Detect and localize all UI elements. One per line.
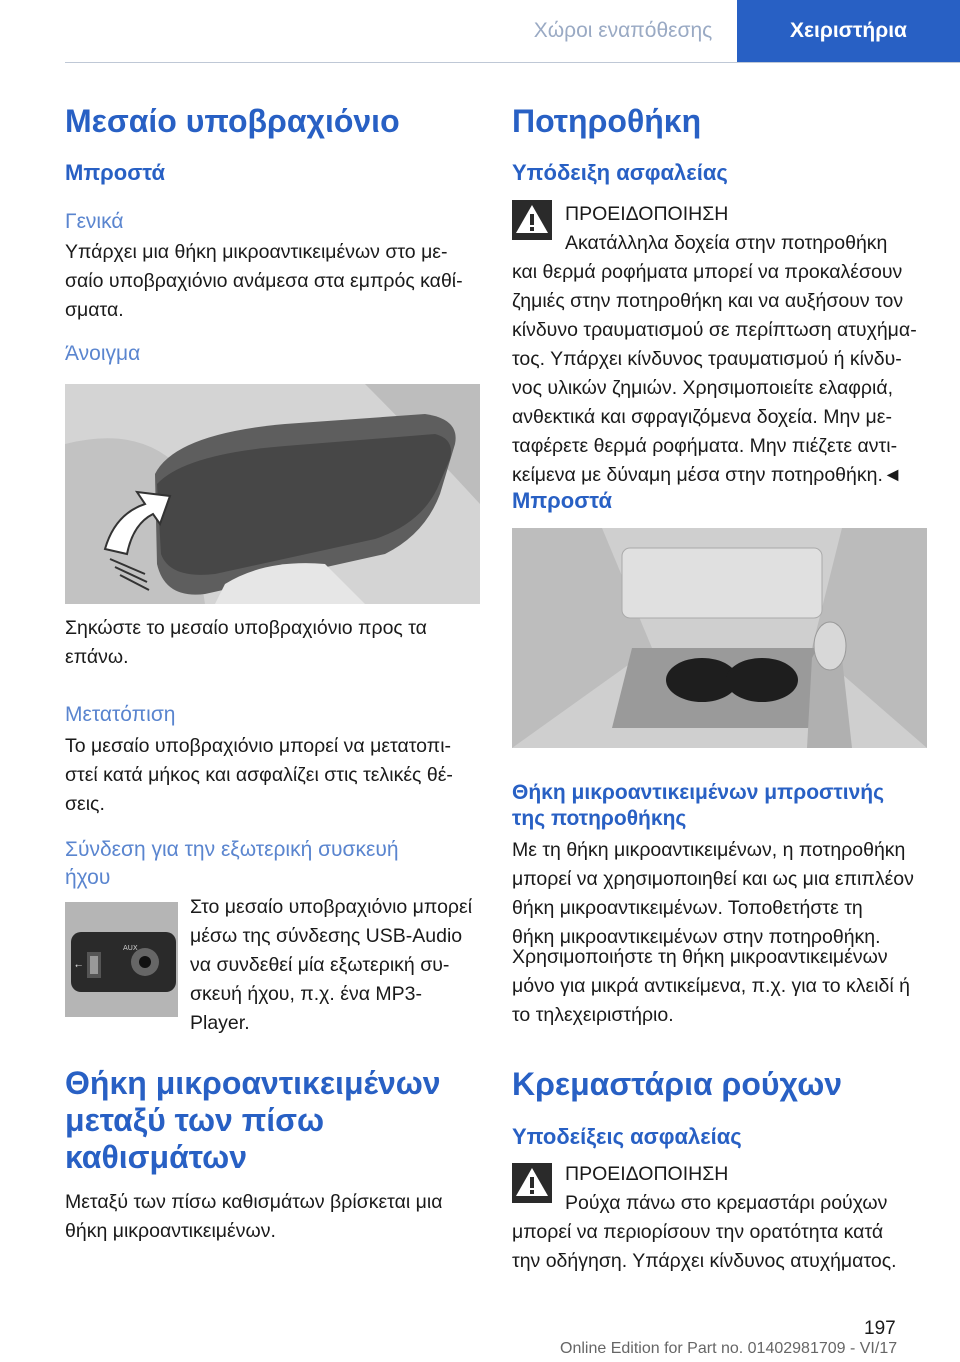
safety-heading: Υπόδειξη ασφαλείας xyxy=(512,160,728,185)
tray-text-2: Χρησιμοποιήστε τη θήκη μικροαντικειμένων μόνο για μικρά αντικείμενα, π.χ. για το κλειδί ή το τηλεχειριστήριο. xyxy=(512,946,910,1026)
warning-text: Ακατάλληλα δοχεία στην ποτηροθήκη και θερμά ροφήματα μπορεί να προκαλέσουν ζημιές στην ποτηροθήκη και να αυξήσουν τον κίνδυνο τραυματισμού σε περίπτωση ατυχήμα‐ τος. Υπάρχει κίνδυνος τραυματισμού ή κίνδυ‐ νος υλικών ζημιών. Χρησιμοποιείτε ελαφριά, ανθεκτικά και σφραγιζόμενα δοχεία. Μην με‐ ταφέρετε θερμά ροφήματα. Μην πιέζετε αντι‐ κείμενα με δύναμη μέσα στην ποτηροθήκη.◄ xyxy=(512,232,917,486)
right-title: Ποτηροθήκη xyxy=(512,103,702,139)
tab-storage[interactable]: Χώροι εναπόθεσης xyxy=(533,19,713,42)
right-front-heading: Μπροστά xyxy=(512,488,612,513)
rear-title: Θήκη μικροαντικειμένων μεταξύ των πίσω καθισμάτων xyxy=(65,1065,441,1175)
footer-edition: Online Edition for Part no. 01402981709 - VI/17 xyxy=(560,1340,898,1357)
svg-text:⭠: ⭠ xyxy=(75,961,83,971)
opening-heading: Άνοιγμα xyxy=(65,342,141,365)
left-front-heading: Μπροστά xyxy=(65,160,165,185)
tray-heading: Θήκη μικροαντικειμένων μπροστινής της ποτηροθήκης xyxy=(512,781,885,830)
audio-heading: Σύνδεση για την εξωτερική συσκευή ήχου xyxy=(65,838,399,889)
opening-caption: Σηκώστε το μεσαίο υποβραχιόνιο προς τα επάνω. xyxy=(65,617,427,668)
armrest-image xyxy=(65,384,480,604)
hooks-title: Κρεμαστάρια ρούχων xyxy=(512,1066,843,1102)
page-number: 197 xyxy=(864,1318,896,1339)
tray-text-1: Με τη θήκη μικροαντικειμένων, η ποτηροθήκη μπορεί να χρησιμοποιηθεί και ως μια επιπλέον θήκη μικροαντικειμένων. Τοποθετήστε τη θήκη μικροαντικειμένων στην ποτηροθήκη. xyxy=(512,839,914,948)
hooks-safety-heading: Υποδείξεις ασφαλείας xyxy=(512,1124,742,1149)
tab-controls[interactable]: Χειριστήρια xyxy=(737,0,960,62)
header-tabbar xyxy=(65,0,960,63)
shift-text: Το μεσαίο υποβραχιόνιο μπορεί να μετατοπι‐ στεί κατά μήκος και ασφαλίζει στις τελικές θέ‐ σεις. xyxy=(65,735,453,815)
general-heading: Γενικά xyxy=(65,210,124,233)
hooks-warning-label: ΠΡΟΕΙΔΟΠΟΙΗΣΗ xyxy=(565,1163,729,1185)
shift-heading: Μετατόπιση xyxy=(65,703,176,726)
left-title: Μεσαίο υποβραχιόνιο xyxy=(65,103,400,139)
cupholder-image xyxy=(512,528,927,748)
svg-text:AUX: AUX xyxy=(123,944,138,952)
warning-label: ΠΡΟΕΙΔΟΠΟΙΗΣΗ xyxy=(565,203,729,225)
general-text: Υπάρχει μια θήκη μικροαντικειμένων στο με‐ σαίο υποβραχιόνιο ανάμεσα στα εμπρός καθί‐ σματα. xyxy=(65,241,463,321)
hooks-warning-text: Ρούχα πάνω στο κρεμαστάρι ρούχων μπορεί να περιορίσουν την ορατότητα κατά την οδήγηση. Υπάρχει κίνδυνος ατυχήματος. xyxy=(512,1192,897,1272)
audio-text: Στο μεσαίο υποβραχιόνιο μπορεί μέσω της σύνδεσης USB-Audio να συνδεθεί μία εξωτερική συ‐ σκευή ήχου, π.χ. ένα MP3- Player. xyxy=(190,896,473,1034)
usb-aux-image xyxy=(65,902,178,1017)
rear-text: Μεταξύ των πίσω καθισμάτων βρίσκεται μια θήκη μικροαντικειμένων. xyxy=(65,1191,443,1242)
